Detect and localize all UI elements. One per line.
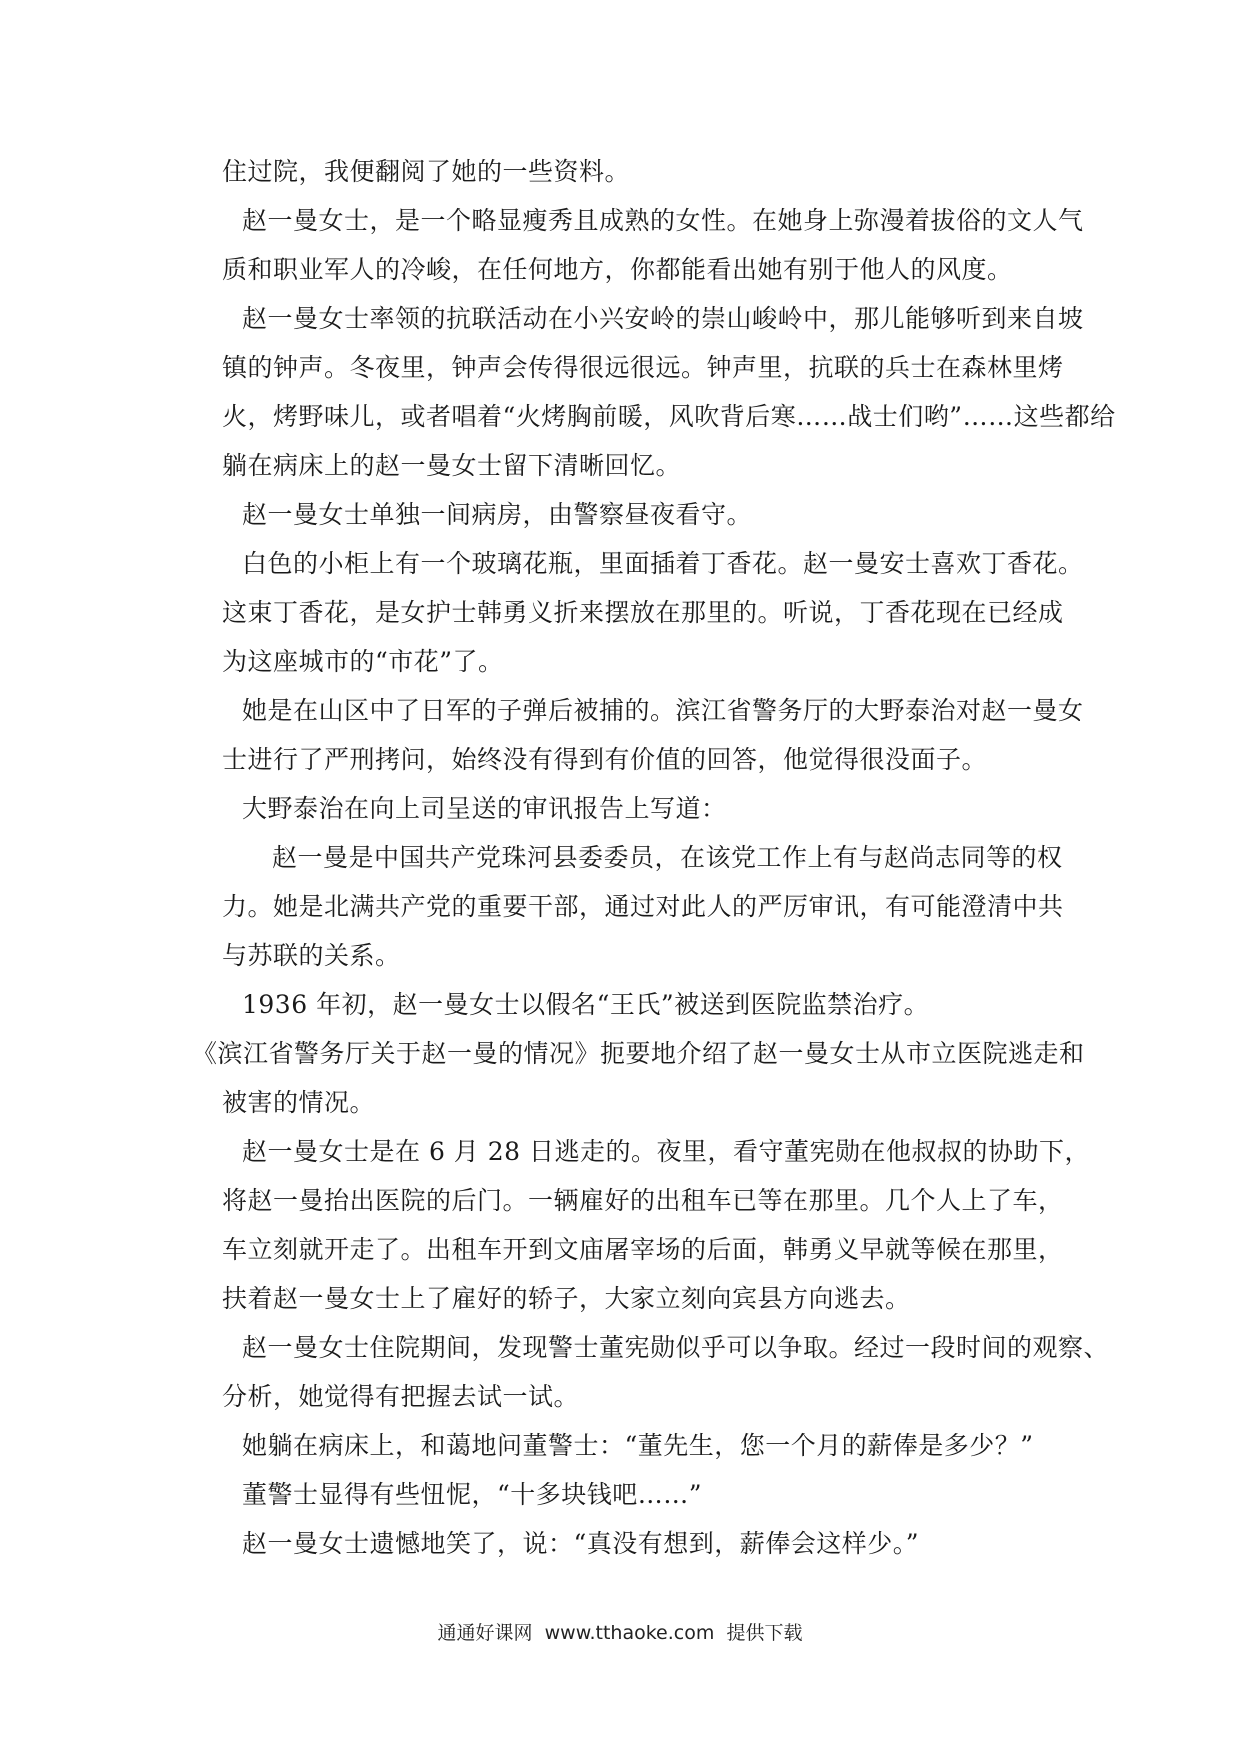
text-line: 分析，她觉得有把握去试一试。 <box>222 1382 580 1411</box>
text-line: 赵一曼女士率领的抗联活动在小兴安岭的崇山峻岭中，那儿能够听到来自坡 <box>242 304 1084 333</box>
text-line: 赵一曼女士住院期间，发现警士董宪勋似乎可以争取。经过一段时间的观察、 <box>242 1333 1110 1362</box>
text-line: 车立刻就开走了。出租车开到文庙屠宰场的后面，韩勇义早就等候在那里， <box>222 1235 1064 1264</box>
text-line: 大野泰治在向上司呈送的审讯报告上写道： <box>242 794 727 823</box>
text-line: 躺在病床上的赵一曼女士留下清晰回忆。 <box>222 451 682 480</box>
text-line: 力。她是北满共产党的重要干部，通过对此人的严厉审讯，有可能澄清中共 <box>222 892 1064 921</box>
text-line: 这束丁香花，是女护士韩勇义折来摆放在那里的。听说，丁香花现在已经成 <box>222 598 1064 627</box>
text-line: 士进行了严刑拷问，始终没有得到有价值的回答，他觉得很没面子。 <box>222 745 988 774</box>
text-line: 火，烤野味儿，或者唱着“火烤胸前暖，风吹背后寒……战士们哟”……这些都给 <box>222 402 1116 431</box>
text-line: 她躺在病床上，和蔼地问董警士：“董先生，您一个月的薪俸是多少？” <box>242 1431 1034 1460</box>
text-line: 与苏联的关系。 <box>222 941 401 970</box>
text-line: 住过院，我便翻阅了她的一些资料。 <box>222 157 631 186</box>
text-line: 赵一曼是中国共产党珠河县委委员，在该党工作上有与赵尚志同等的权 <box>272 843 1063 872</box>
text-line: 她是在山区中了日军的子弹后被捕的。滨江省警务厅的大野泰治对赵一曼女 <box>242 696 1084 725</box>
text-line: 赵一曼女士是在 6 月 28 日逃走的。夜里，看守董宪勋在他叔叔的协助下， <box>242 1137 1091 1166</box>
text-line: 将赵一曼抬出医院的后门。一辆雇好的出租车已等在那里。几个人上了车， <box>222 1186 1064 1215</box>
text-line: 赵一曼女士，是一个略显瘦秀且成熟的女性。在她身上弥漫着拔俗的文人气 <box>242 206 1084 235</box>
text-line: 质和职业军人的冷峻，在任何地方，你都能看出她有别于他人的风度。 <box>222 255 1013 284</box>
text-line: 1936 年初，赵一曼女士以假名“王氏”被送到医院监禁治疗。 <box>242 990 930 1019</box>
text-line: 赵一曼女士遗憾地笑了，说：“真没有想到，薪俸会这样少。” <box>242 1529 920 1558</box>
body-text <box>192 152 1116 1573</box>
text-line: 被害的情况。 <box>222 1088 376 1117</box>
text-line: 为这座城市的“市花”了。 <box>222 647 504 676</box>
text-line: 镇的钟声。冬夜里，钟声会传得很远很远。钟声里，抗联的兵士在森林里烤 <box>222 353 1064 382</box>
text-line: 扶着赵一曼女士上了雇好的轿子，大家立刻向宾县方向逃去。 <box>222 1284 911 1313</box>
text-line: 赵一曼女士单独一间病房，由警察昼夜看守。 <box>242 500 753 529</box>
text-line: 白色的小柜上有一个玻璃花瓶，里面插着丁香花。赵一曼安士喜欢丁香花。 <box>242 549 1084 578</box>
text-line: 董警士显得有些忸怩，“十多块钱吧……” <box>242 1480 703 1509</box>
text-line: 《滨江省警务厅关于赵一曼的情况》扼要地介绍了赵一曼女士从市立医院逃走和 <box>192 1039 1085 1068</box>
footer-credit: 通通好课网 www.tthaoke.com 提供下载 <box>437 1622 803 1644</box>
